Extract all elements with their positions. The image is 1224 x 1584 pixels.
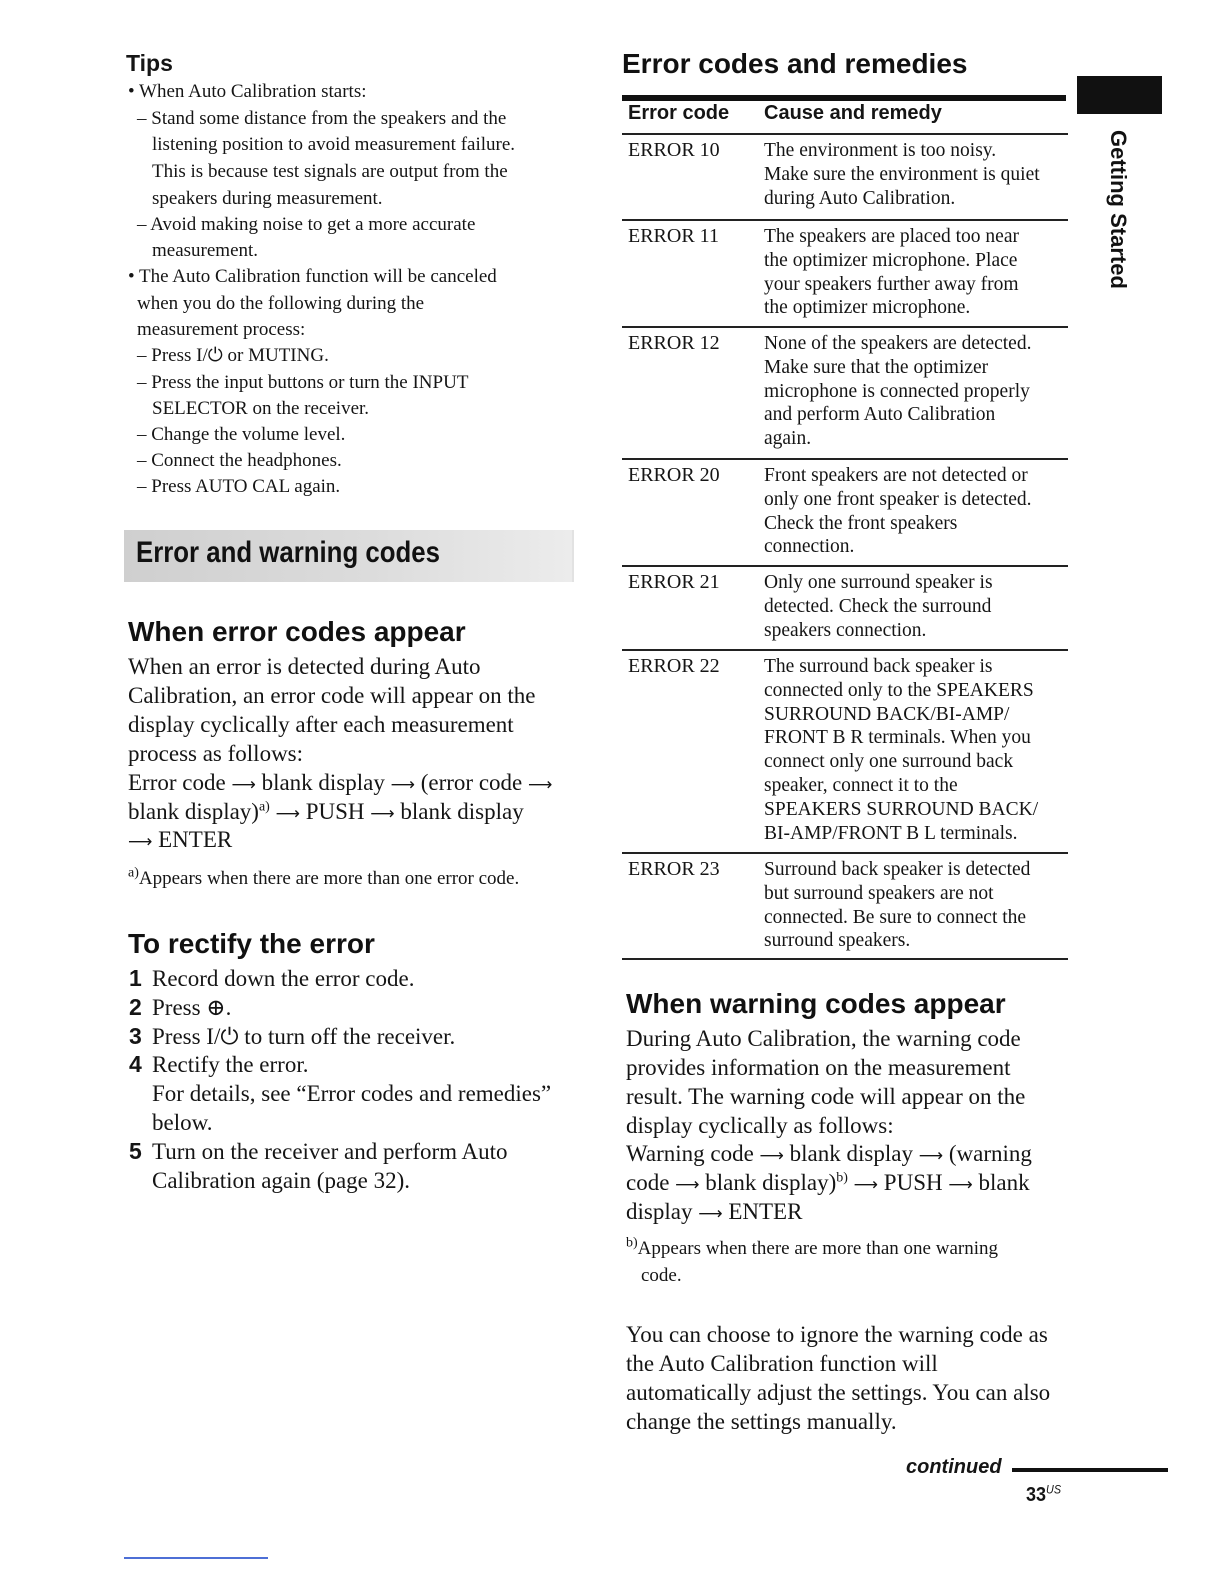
table-header bbox=[628, 101, 1066, 131]
arrow-icon: ⟶ bbox=[759, 1146, 784, 1166]
error-code: ERROR 23 bbox=[628, 858, 720, 880]
error-cause: The surround back speaker is connected only to the SPEAKERS SURROUND BACK/BI-AMP/ FRONT B R terminals. When you connect only one surround back speaker, connect it to the SPEAKERS SURROUND BACK/ BI-AMP/FRONT B L terminals. bbox=[764, 656, 1039, 844]
step-text: Turn on the receiver and perform Auto bbox=[152, 1139, 508, 1164]
error-code: ERROR 10 bbox=[628, 139, 720, 161]
error-codes-heading: When error codes appear bbox=[128, 616, 466, 647]
step-number: 3 bbox=[129, 1023, 142, 1049]
step-text: For details, see “Error codes and remedies” bbox=[152, 1081, 552, 1106]
warning-body-line: During Auto Calibration, the warning code bbox=[626, 1026, 1021, 1051]
error-code: ERROR 20 bbox=[628, 464, 720, 486]
table-row bbox=[622, 133, 1068, 221]
warning-sequence-line: code ⟶ blank display)$^{b)}$ ⟶ PUSH ⟶ blank bbox=[626, 1170, 1030, 1195]
error-cause: The environment is too noisy. Make sure the environment is quiet during Auto Calibration. bbox=[764, 140, 1040, 209]
error-sequence-line: ⟶ ENTER bbox=[128, 827, 233, 852]
tip-line: when you do the following during the bbox=[137, 293, 425, 314]
step-number: 1 bbox=[129, 965, 142, 991]
step-number: 5 bbox=[129, 1138, 142, 1164]
tip-line: • When Auto Calibration starts: bbox=[128, 81, 367, 102]
tip-line: – Press AUTO CAL again. bbox=[137, 476, 341, 497]
error-code: ERROR 22 bbox=[628, 655, 720, 677]
warning-para-line: change the settings manually. bbox=[626, 1409, 897, 1434]
tip-line: listening position to avoid measurement failure. bbox=[152, 134, 516, 155]
arrow-icon: ⟶ bbox=[698, 1204, 723, 1224]
tip-line: – Avoid making noise to get a more accurate bbox=[137, 214, 476, 235]
warning-codes-heading: When warning codes appear bbox=[626, 988, 1006, 1019]
step-text: Press ⊕. bbox=[152, 995, 232, 1020]
table-row bbox=[622, 458, 1068, 567]
column-header-code: Error code bbox=[628, 102, 730, 124]
table-row bbox=[622, 649, 1068, 854]
tips-heading: Tips bbox=[126, 50, 173, 76]
chapter-tab-label: Getting Started bbox=[1106, 130, 1131, 289]
error-code: ERROR 12 bbox=[628, 332, 720, 354]
arrow-icon: ⟶ bbox=[948, 1175, 973, 1195]
table-bottom-rule bbox=[622, 958, 1068, 960]
warning-footnote-cont: code. bbox=[641, 1265, 682, 1286]
tip-line: measurement. bbox=[152, 240, 259, 261]
error-body-line: process as follows: bbox=[128, 741, 304, 766]
table-row bbox=[622, 852, 1068, 960]
rectify-heading: To rectify the error bbox=[128, 928, 375, 959]
tip-line: speakers during measurement. bbox=[152, 188, 383, 209]
tip-line: measurement process: bbox=[137, 319, 306, 340]
arrow-icon: ⟶ bbox=[918, 1146, 944, 1166]
error-body-line: When an error is detected during Auto bbox=[128, 654, 481, 679]
arrow-icon: ⟶ bbox=[390, 775, 415, 795]
error-cause: Front speakers are not detected or only one front speaker is detected. Check the front speakers connection. bbox=[764, 465, 1032, 558]
page-number: $33^{US}$ bbox=[1026, 1482, 1062, 1506]
tip-line: SELECTOR on the receiver. bbox=[152, 398, 370, 419]
tip-line: – Press I/⏻ or MUTING. bbox=[137, 345, 329, 366]
error-cause: None of the speakers are detected. Make sure that the optimizer microphone is connected properly and perform Auto Calibration again. bbox=[764, 333, 1032, 450]
warning-para-line: the Auto Calibration function will bbox=[626, 1351, 938, 1376]
error-code: ERROR 21 bbox=[628, 571, 720, 593]
step-text: below. bbox=[152, 1110, 213, 1135]
tip-line: – Stand some distance from the speakers and the bbox=[137, 108, 507, 129]
warning-body-line: provides information on the measurement bbox=[626, 1055, 1011, 1080]
error-body-line: Calibration, an error code will appear on the bbox=[128, 683, 536, 708]
warning-para-line: You can choose to ignore the warning code as bbox=[626, 1322, 1048, 1347]
arrow-icon: ⟶ bbox=[528, 775, 553, 795]
tip-line: – Connect the headphones. bbox=[137, 450, 342, 471]
error-sequence-line: blank display)$^{a)}$ ⟶ PUSH ⟶ blank display bbox=[128, 799, 524, 824]
arrow-icon: ⟶ bbox=[275, 804, 300, 824]
tip-line: • The Auto Calibration function will be canceled bbox=[128, 266, 497, 287]
warning-sequence-line: Warning code ⟶ blank display ⟶ (warning bbox=[626, 1141, 1032, 1166]
arrow-icon: ⟶ bbox=[128, 832, 153, 852]
step-text: Press I/⏻ to turn off the receiver. bbox=[152, 1024, 456, 1049]
step-text: Record down the error code. bbox=[152, 966, 415, 991]
arrow-icon: ⟶ bbox=[853, 1175, 879, 1195]
section-banner-title: Error and warning codes bbox=[136, 536, 440, 569]
section-banner bbox=[124, 530, 574, 582]
arrow-icon: ⟶ bbox=[231, 775, 256, 795]
table-row bbox=[622, 219, 1068, 328]
warning-body-line: display cyclically as follows: bbox=[626, 1113, 894, 1138]
continued-label: continued bbox=[906, 1456, 1002, 1478]
error-body-line: display cyclically after each measurement bbox=[128, 712, 514, 737]
warning-footnote: $^{b)}$Appears when there are more than one warning bbox=[626, 1235, 998, 1259]
step-text: Rectify the error. bbox=[152, 1052, 309, 1077]
tip-line: This is because test signals are output from the bbox=[152, 161, 508, 182]
tip-line: – Press the input buttons or turn the INPUT bbox=[137, 372, 469, 393]
error-footnote: $^{a)}$Appears when there are more than one error code. bbox=[128, 865, 520, 889]
tip-line: – Change the volume level. bbox=[137, 424, 346, 445]
footer-rule bbox=[124, 1557, 268, 1559]
warning-sequence-line: display ⟶ ENTER bbox=[626, 1199, 803, 1224]
error-code: ERROR 11 bbox=[628, 225, 719, 247]
arrow-icon: ⟶ bbox=[370, 804, 395, 824]
error-cause: The speakers are placed too near the optimizer microphone. Place your speakers further away from the optimizer microphone. bbox=[764, 226, 1019, 319]
continued-rule bbox=[1012, 1468, 1168, 1472]
step-number: 2 bbox=[129, 994, 142, 1020]
step-text: Calibration again (page 32). bbox=[152, 1168, 411, 1193]
chapter-tab-marker bbox=[1077, 76, 1162, 114]
warning-para-line: automatically adjust the settings. You can also bbox=[626, 1380, 1051, 1405]
error-cause: Only one surround speaker is detected. Check the surround speakers connection. bbox=[764, 572, 993, 641]
warning-body-line: result. The warning code will appear on the bbox=[626, 1084, 1026, 1109]
step-number: 4 bbox=[129, 1051, 142, 1077]
table-title: Error codes and remedies bbox=[622, 48, 968, 79]
error-sequence-line: Error code ⟶ blank display ⟶ (error code ⟶ bbox=[128, 770, 553, 795]
arrow-icon: ⟶ bbox=[675, 1175, 700, 1195]
table-row bbox=[622, 326, 1068, 460]
column-header-cause: Cause and remedy bbox=[764, 102, 942, 124]
error-cause: Surround back speaker is detected but surround speakers are not connected. Be sure to connect the surround speakers. bbox=[764, 859, 1031, 952]
table-row bbox=[622, 565, 1068, 651]
